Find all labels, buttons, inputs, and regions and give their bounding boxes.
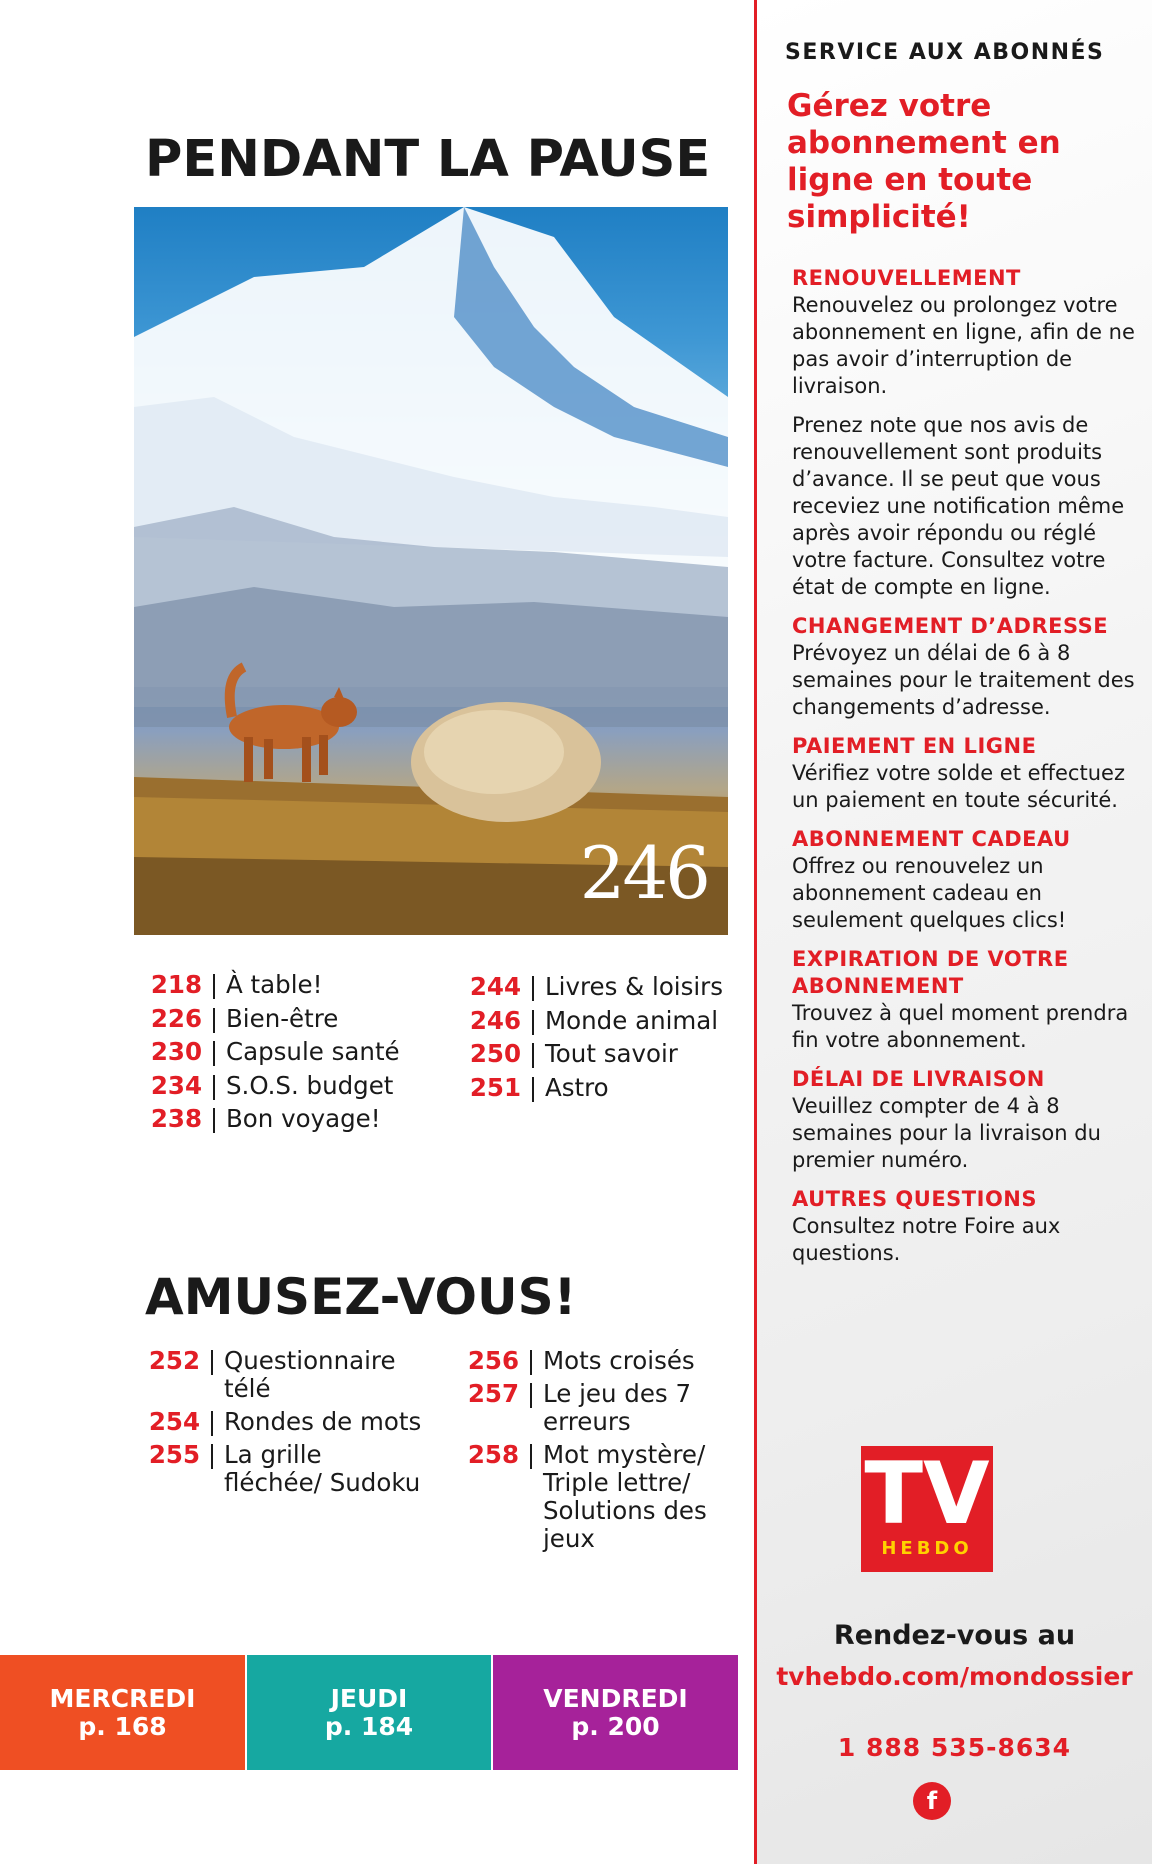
toc-page-number: 255 bbox=[148, 1440, 200, 1469]
day-tab-wednesday[interactable] bbox=[0, 1655, 245, 1770]
toc-label: Bon voyage! bbox=[226, 1104, 381, 1133]
toc-page-number: 258 bbox=[467, 1440, 519, 1469]
toc-label: À table! bbox=[226, 970, 323, 999]
section-body: Renouvelez ou prolongez votre abonnement en ligne, afin de ne pas avoir d’interruption de livraison. bbox=[792, 293, 1135, 398]
toc-entry[interactable] bbox=[140, 968, 400, 1002]
toc-page-number: 218 bbox=[150, 970, 202, 999]
section-title: RENOUVELLEMENT bbox=[792, 266, 1021, 290]
logo-tv-text: TV bbox=[864, 1444, 990, 1544]
section-body-extra: Prenez note que nos avis de renouvellement sont produits d’avance. Il se peut que vous receviez une notification même après avoir répondu ou réglé votre facture. Consultez votre état de compte en ligne. bbox=[792, 413, 1125, 599]
toc-entry[interactable] bbox=[455, 1004, 723, 1038]
toc-entry[interactable] bbox=[455, 1380, 743, 1436]
toc-separator: | bbox=[526, 1440, 536, 1469]
tv-hebdo-logo bbox=[861, 1446, 993, 1572]
toc-entry[interactable] bbox=[455, 970, 723, 1004]
logo-hebdo-text: HEBDO bbox=[881, 1538, 973, 1559]
toc-page-number: 234 bbox=[150, 1070, 202, 1100]
day-page: p. 168 bbox=[78, 1711, 167, 1741]
facebook-icon[interactable]: f bbox=[913, 1782, 951, 1820]
phone-number[interactable]: 1 888 535-8634 bbox=[837, 1733, 1072, 1762]
section-paiement bbox=[792, 733, 1142, 814]
toc-page-number: 246 bbox=[469, 1005, 521, 1035]
section-title: ABONNEMENT CADEAU bbox=[792, 827, 1071, 851]
section-title-amusez: AMUSEZ-VOUS! bbox=[145, 1268, 577, 1326]
toc-separator: | bbox=[209, 970, 219, 999]
toc-label: Tout savoir bbox=[545, 1039, 678, 1068]
toc-page-number: 257 bbox=[467, 1379, 519, 1408]
photo-page-number: 246 bbox=[579, 831, 708, 915]
toc-label: Livres & loisirs bbox=[545, 972, 724, 1001]
toc-entry[interactable] bbox=[138, 1441, 424, 1497]
section-title: EXPIRATION DE VOTRE ABONNEMENT bbox=[792, 947, 1069, 998]
section-title: DÉLAI DE LIVRAISON bbox=[792, 1067, 1045, 1091]
section-title: AUTRES QUESTIONS bbox=[792, 1187, 1037, 1211]
toc-separator: | bbox=[528, 1005, 538, 1035]
section-renouvellement bbox=[792, 265, 1142, 601]
toc-label: S.O.S. budget bbox=[226, 1070, 394, 1100]
section-questions bbox=[792, 1186, 1142, 1267]
section-body: Consultez notre Foire aux questions. bbox=[792, 1214, 1061, 1265]
toc-page-number: 254 bbox=[148, 1407, 200, 1436]
toc-separator: | bbox=[528, 1072, 538, 1102]
toc-entry[interactable] bbox=[455, 1037, 723, 1071]
sidebar-headline: Gérez votre abonnement en ligne en toute simplicité! bbox=[787, 88, 1061, 235]
day-page: p. 184 bbox=[324, 1711, 414, 1741]
section-body: Veuillez compter de 4 à 8 semaines pour la livraison du premier numéro. bbox=[792, 1094, 1101, 1172]
toc-separator: | bbox=[526, 1346, 536, 1375]
toc-separator: | bbox=[207, 1407, 217, 1436]
toc-label: Mot mystère/ Triple lettre/ Solutions des jeux bbox=[543, 1440, 707, 1553]
weekday-bar bbox=[0, 1655, 738, 1770]
toc-separator: | bbox=[209, 1104, 219, 1133]
toc-label: Le jeu des 7 erreurs bbox=[543, 1379, 692, 1436]
toc-page-number: 230 bbox=[150, 1037, 202, 1066]
section-delai bbox=[792, 1066, 1142, 1174]
toc-separator: | bbox=[207, 1440, 217, 1469]
toc-page-number: 250 bbox=[469, 1039, 521, 1068]
toc-label: Capsule santé bbox=[226, 1037, 400, 1066]
toc-page-number: 238 bbox=[150, 1104, 202, 1133]
toc-separator: | bbox=[528, 972, 538, 1001]
toc-label: Monde animal bbox=[545, 1005, 719, 1035]
toc-entry[interactable] bbox=[140, 1035, 400, 1069]
toc-separator: | bbox=[526, 1379, 536, 1408]
website-link[interactable]: tvhebdo.com/mondossier bbox=[776, 1662, 1133, 1691]
day-tab-friday[interactable] bbox=[491, 1655, 738, 1770]
toc-pause-col2 bbox=[455, 970, 723, 1104]
toc-amusez-col1 bbox=[138, 1347, 424, 1502]
toc-separator: | bbox=[207, 1346, 217, 1375]
section-body: Trouvez à quel moment prendra fin votre abonnement. bbox=[792, 1001, 1129, 1052]
toc-label: La grille fléchée/ Sudoku bbox=[224, 1440, 421, 1497]
toc-label: Astro bbox=[545, 1072, 609, 1102]
toc-label: Bien-être bbox=[226, 1003, 339, 1033]
toc-page-number: 244 bbox=[469, 972, 521, 1001]
section-title: CHANGEMENT D’ADRESSE bbox=[792, 614, 1109, 638]
toc-amusez-col2 bbox=[455, 1347, 743, 1558]
toc-label: Questionnaire télé bbox=[224, 1346, 396, 1403]
toc-label: Mots croisés bbox=[543, 1346, 695, 1375]
section-body: Vérifiez votre solde et effectuez un paiement en toute sécurité. bbox=[792, 761, 1125, 812]
section-cadeau bbox=[792, 826, 1142, 934]
toc-entry[interactable] bbox=[138, 1408, 424, 1436]
sidebar-header: SERVICE AUX ABONNÉS bbox=[785, 40, 1105, 65]
toc-separator: | bbox=[209, 1037, 219, 1066]
day-page: p. 200 bbox=[571, 1711, 660, 1741]
day-label: MERCREDI bbox=[49, 1683, 196, 1713]
toc-entry[interactable] bbox=[140, 1002, 400, 1036]
toc-page-number: 256 bbox=[467, 1346, 519, 1375]
toc-separator: | bbox=[528, 1039, 538, 1068]
toc-pause-col1 bbox=[140, 968, 400, 1136]
photo-illustration bbox=[134, 207, 728, 935]
section-title-pause: PENDANT LA PAUSE bbox=[145, 130, 711, 189]
day-tab-thursday[interactable] bbox=[245, 1655, 491, 1770]
toc-label: Rondes de mots bbox=[224, 1407, 422, 1436]
toc-separator: | bbox=[209, 1003, 219, 1033]
day-label: JEUDI bbox=[330, 1683, 408, 1713]
toc-entry[interactable] bbox=[455, 1071, 723, 1105]
toc-page-number: 226 bbox=[150, 1003, 202, 1033]
toc-entry[interactable] bbox=[455, 1347, 743, 1375]
toc-entry[interactable] bbox=[138, 1347, 424, 1403]
section-body: Offrez ou renouvelez un abonnement cadeau en seulement quelques clics! bbox=[792, 854, 1067, 932]
toc-entry[interactable] bbox=[140, 1069, 400, 1103]
section-body: Prévoyez un délai de 6 à 8 semaines pour le traitement des changements d’adresse. bbox=[792, 641, 1135, 719]
toc-separator: | bbox=[209, 1070, 219, 1100]
section-changement-adresse bbox=[792, 613, 1142, 721]
section-expiration bbox=[792, 946, 1142, 1054]
toc-page-number: 251 bbox=[469, 1072, 521, 1102]
sidebar-sections bbox=[792, 265, 1142, 1279]
section-title: PAIEMENT EN LIGNE bbox=[792, 734, 1037, 758]
toc-page-number: 252 bbox=[148, 1346, 200, 1375]
toc-entry[interactable] bbox=[140, 1102, 400, 1136]
mountain-dog-photo bbox=[134, 207, 728, 935]
toc-entry[interactable] bbox=[455, 1441, 743, 1553]
cta-text: Rendez-vous au bbox=[833, 1620, 1076, 1651]
day-label: VENDREDI bbox=[543, 1683, 688, 1713]
subscriber-service-sidebar bbox=[757, 0, 1152, 1864]
